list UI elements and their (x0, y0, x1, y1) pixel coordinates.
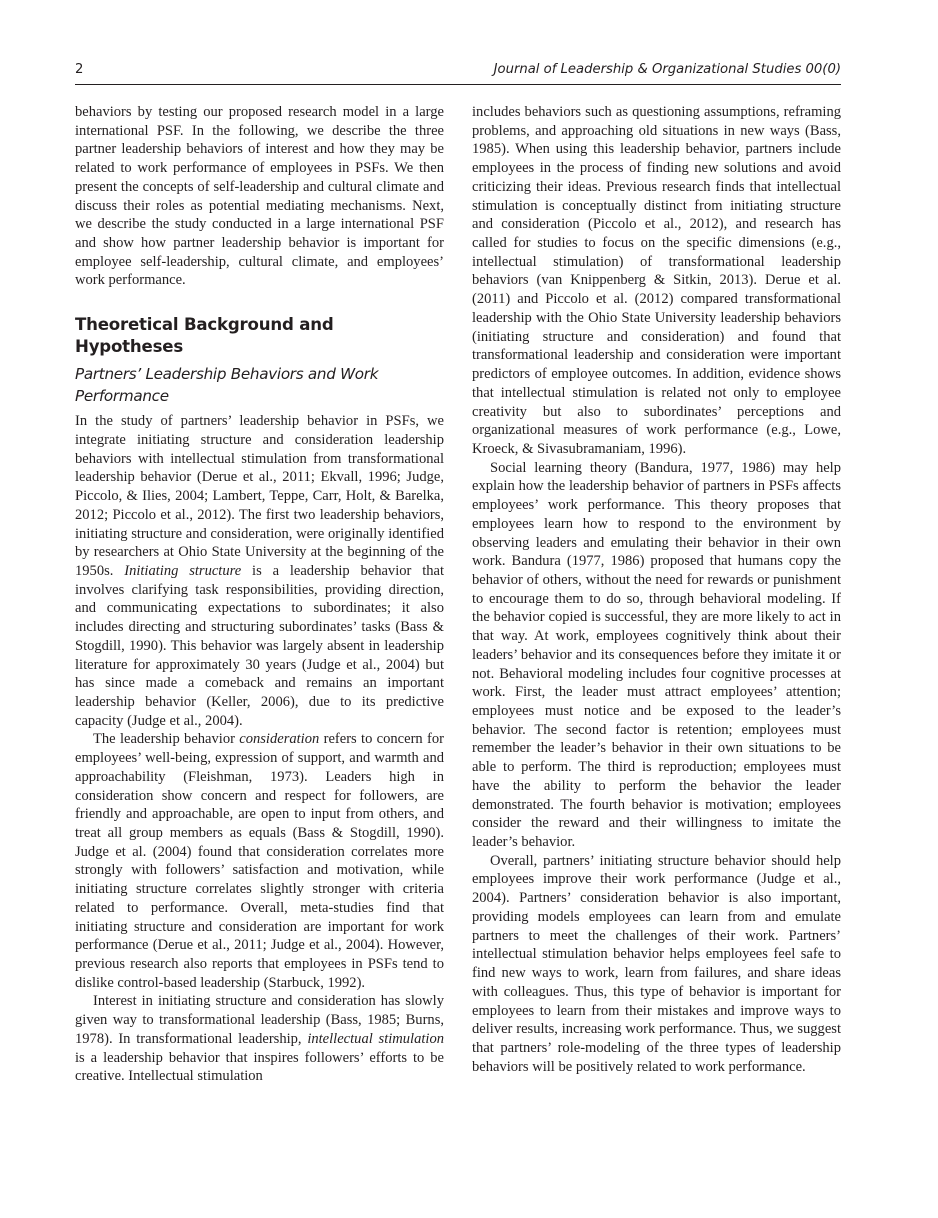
paragraph-continued: includes behaviors such as questioning assumptions, reframing problems, and approaching old situations in new ways (Bass, 1985). When using this leadership behavior, partners include employees in the process of finding new solutions and avoid criticizing their ideas. Previous research finds that intellectual stimulation is conceptually distinct from initiating structure and consideration (Piccolo et al., 2012), and research has called for studies to focus on the specific dimensions (e.g., intellectual stimulation) of transformational leadership behaviors (van Knippenberg & Sitkin, 2013). Derue et al. (2011) and Piccolo et al. (2012) compared transformational leadership with the Ohio State University leadership behaviors (initiating structure and consideration) and found that transformational leadership and consideration were important predictors of employee outcomes. In addition, evidence shows that intellectual stimulation is related not only to employee creativity but also to subordinates’ perceptions and organizational measures of work performance (e.g., Lowe, Kroeck, & Sivasubramaniam, 1996). (472, 104, 841, 457)
term-initiating-structure: Initiating structure (124, 562, 242, 579)
term-consideration: consideration (239, 731, 320, 748)
paragraph-text: refers to concern for employees’ well-being, expression of support, and warmth and approachability (Fleishman, 1973). Leaders high in consideration show concern and respect for followers, are friendly and approachable, are open to input from others, and treat all group members as equals (Bass & Stogdill, 1990). Judge et al. (2004) found that consideration correlates more strongly with followers’ satisfaction and motivation, while initiating structure correlates slightly stronger with criteria related to performance. Overall, meta-studies find that initiating structure and consideration are important for work performance (Derue et al., 2011; Judge et al., 2004). However, previous research also reports that employees in PSFs tend to dislike control-based leadership (Starbuck, 1992). (75, 731, 444, 991)
journal-title: Journal of Leadership & Organizational Studies 00(0) (493, 62, 841, 77)
running-header (75, 62, 841, 82)
subsection-heading: Partners’ Leadership Behaviors and Work Performance (75, 365, 379, 405)
paragraph-text: Interest in initiating structure and consideration has slowly given way to transformational leadership (Bass, 1985; Burns, 1978). In transformational leadership, (75, 993, 444, 1047)
paragraph-text: In the study of partners’ leadership behavior in PSFs, we integrate initiating structure and consideration leadership behaviors with intellectual stimulation from transformational leadership behavior (Derue et al., 2011; Ekvall, 1996; Judge, Piccolo, & Ilies, 2004; Lambert, Teppe, Carr, Holt, & Barelka, 2012; Piccolo et al., 2012). The first two leadership behaviors, initiating structure and consideration, were originally identified by researchers at Ohio State University at the beginning of the 1950s. (75, 413, 444, 579)
paragraph-initiating-structure (75, 412, 444, 730)
paragraph-text: is a leadership behavior that inspires followers’ efforts to be creative. Intellectual stimulation (75, 1049, 444, 1085)
paragraph-text: The leadership behavior (93, 731, 240, 748)
section-heading: Theoretical Background and Hypotheses (75, 315, 334, 357)
term-intellectual-stimulation: intellectual stimulation (307, 1030, 445, 1047)
paragraph-consideration (75, 730, 444, 992)
paragraph-text: is a leadership behavior that involves clarifying task responsibilities, providing direction, and communicating expectations to subordinates; it also includes directing and structuring subordinates’ tasks (Bass & Stogdill, 1990). This behavior was largely absent in leadership literature for approximately 30 years (Judge et al., 2004) but has since made a comeback and remains an important leadership behavior (Keller, 2006), due to its predictive capacity (Judge et al., 2004). (75, 562, 445, 729)
left-column (75, 103, 444, 1086)
paragraph-social-learning: Social learning theory (Bandura, 1977, 1986) may help explain how the leadership behavior of partners in PSFs affects employees’ work performance. This theory proposes that employees learn how to respond to the environment by observing leaders and emulating their behavior in their own work. Bandura (1977, 1986) proposed that humans copy the behavior of others, without the need for rewards or punishment to encourage them to do so, through behavioral modeling. If the behavior copied is successful, they are more likely to act in that way. At work, employees cognitively think about their leaders’ behavior and its consequences before they imitate it or not. Behavioral modeling includes four cognitive processes at work. First, the leader must attract employees’ attention; employees must notice and be exposed to the leader’s behavior. The second factor is retention; employees must remember the leader’s behavior in their own situations to be able to perform. The third is reproduction; employees must have the ability to perform the behavior the leader demonstrated. The fourth behavior is motivation; employees consider the reward and their willingness to imitate the leader’s behavior. (472, 459, 841, 851)
header-rule (75, 84, 841, 85)
paragraph-intellectual-stimulation (75, 992, 444, 1086)
right-column (472, 103, 841, 1076)
intro-paragraph: behaviors by testing our proposed research model in a large international PSF. In the following, we describe the three partner leadership behaviors of interest and how they may be related to work performance of employees in PSFs. We then present the concepts of self-leadership and cultural climate and discuss their roles as potential mediating mechanisms. Next, we describe the study conducted in a large international PSF and show how partner leadership behavior is important for employee self-leadership, cultural climate, and employees’ work performance. (75, 104, 444, 289)
page-number: 2 (75, 62, 84, 77)
paragraph-overall: Overall, partners’ initiating structure behavior should help employees improve their work performance (Judge et al., 2004). Partners’ consideration behavior is also important, providing models employees can learn from and emulate partners to meet the challenges of their work. Partners’ intellectual stimulation behavior helps employees feel safe to find new ways to work, learn from failures, and share ideas with colleagues. Thus, this type of behavior is important for employees to learn from their mistakes and improve ways to deliver results, increasing work performance. Thus, we suggest that partners’ role-modeling of the three types of leadership behaviors will be positively related to work performance. (472, 852, 841, 1075)
